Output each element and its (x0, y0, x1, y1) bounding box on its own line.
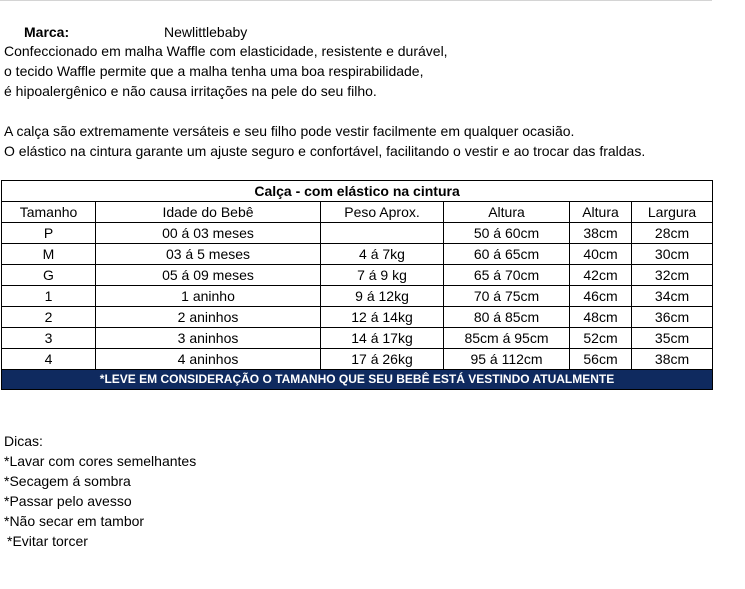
cell-altura: 85cm á 95cm (444, 328, 570, 349)
cell-altura-2: 48cm (570, 307, 632, 328)
description-paragraph (4, 41, 448, 101)
cell-altura-2: 52cm (570, 328, 632, 349)
size-table (1, 180, 713, 390)
header-largura: Largura (632, 202, 713, 223)
cell-tamanho: P (2, 223, 96, 244)
cell-largura: 38cm (632, 349, 713, 370)
tip-item: *Passar pelo avesso (4, 493, 132, 509)
description-line: o tecido Waffle permite que a malha tenha uma boa respirabilidade, (4, 63, 424, 79)
cell-largura: 35cm (632, 328, 713, 349)
cell-peso: 12 á 14kg (321, 307, 444, 328)
cell-idade: 3 aninhos (96, 328, 321, 349)
table-footer-row (2, 370, 713, 390)
cell-tamanho: 1 (2, 286, 96, 307)
cell-idade: 00 á 03 meses (96, 223, 321, 244)
table-footer-note: *LEVE EM CONSIDERAÇÃO O TAMANHO QUE SEU BEBÊ ESTÁ VESTINDO ATUALMENTE (2, 370, 713, 390)
table-row (2, 349, 713, 370)
cell-tamanho: 4 (2, 349, 96, 370)
cell-largura: 36cm (632, 307, 713, 328)
cell-altura: 60 á 65cm (444, 244, 570, 265)
table-row (2, 328, 713, 349)
cell-altura-2: 40cm (570, 244, 632, 265)
description-line: Confeccionado em malha Waffle com elasticidade, resistente e durável, (4, 43, 448, 59)
table-row (2, 244, 713, 265)
brand-label: Marca: (24, 24, 70, 40)
cell-tamanho: M (2, 244, 96, 265)
features-line: O elástico na cintura garante um ajuste seguro e confortável, facilitando o vestir e ao trocar das fraldas. (4, 143, 646, 159)
cell-peso: 9 á 12kg (321, 286, 444, 307)
cell-altura-2: 42cm (570, 265, 632, 286)
cell-tamanho: G (2, 265, 96, 286)
cell-tamanho: 3 (2, 328, 96, 349)
features-line: A calça são extremamente versáteis e seu filho pode vestir facilmente em qualquer ocasião. (4, 123, 575, 139)
tips-heading: Dicas: (4, 433, 43, 449)
tip-item: *Lavar com cores semelhantes (4, 453, 197, 469)
table-row (2, 307, 713, 328)
brand-value: Newlittlebaby (164, 24, 248, 40)
table-header-row (2, 202, 713, 223)
tip-item: *Evitar torcer (7, 533, 88, 549)
header-idade: Idade do Bebê (96, 202, 321, 223)
cell-idade: 2 aninhos (96, 307, 321, 328)
cell-altura-2: 56cm (570, 349, 632, 370)
tip-item: *Secagem á sombra (4, 473, 131, 489)
cell-altura: 50 á 60cm (444, 223, 570, 244)
cell-largura: 30cm (632, 244, 713, 265)
table-title-row (2, 181, 713, 202)
header-peso: Peso Aprox. (321, 202, 444, 223)
cell-largura: 28cm (632, 223, 713, 244)
cell-altura-2: 46cm (570, 286, 632, 307)
cell-altura: 95 á 112cm (444, 349, 570, 370)
cell-idade: 4 aninhos (96, 349, 321, 370)
cell-altura: 80 á 85cm (444, 307, 570, 328)
cell-peso: 17 á 26kg (321, 349, 444, 370)
cell-peso (321, 223, 444, 244)
cell-tamanho: 2 (2, 307, 96, 328)
tip-item: *Não secar em tambor (4, 513, 145, 529)
tips-section (4, 431, 196, 551)
table-title: Calça - com elástico na cintura (2, 181, 713, 202)
cell-altura: 70 á 75cm (444, 286, 570, 307)
cell-largura: 32cm (632, 265, 713, 286)
cell-peso: 4 á 7kg (321, 244, 444, 265)
cell-largura: 34cm (632, 286, 713, 307)
features-paragraph (4, 121, 645, 161)
header-altura: Altura (444, 202, 570, 223)
header-tamanho: Tamanho (2, 202, 96, 223)
cell-idade: 03 á 5 meses (96, 244, 321, 265)
table-row (2, 286, 713, 307)
cell-altura: 65 á 70cm (444, 265, 570, 286)
cell-peso: 14 á 17kg (321, 328, 444, 349)
cell-peso: 7 á 9 kg (321, 265, 444, 286)
cell-idade: 05 á 09 meses (96, 265, 321, 286)
table-row (2, 265, 713, 286)
cell-idade: 1 aninho (96, 286, 321, 307)
top-border-line (0, 0, 712, 1)
header-altura-2: Altura (570, 202, 632, 223)
description-line: é hipoalergênico e não causa irritações na pele do seu filho. (4, 83, 377, 99)
table-row (2, 223, 713, 244)
cell-altura-2: 38cm (570, 223, 632, 244)
